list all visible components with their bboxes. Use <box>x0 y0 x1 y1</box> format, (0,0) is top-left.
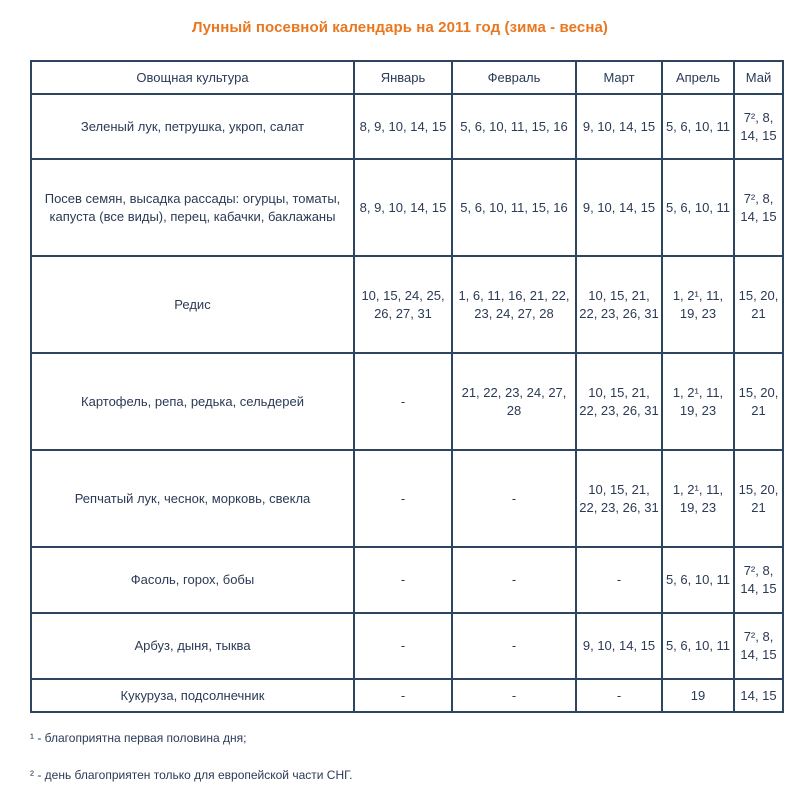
cell-march: 9, 10, 14, 15 <box>576 613 662 679</box>
cell-april: 5, 6, 10, 11 <box>662 159 734 256</box>
cell-may: 15, 20, 21 <box>734 256 783 353</box>
cell-crop: Зеленый лук, петрушка, укроп, салат <box>31 94 354 159</box>
cell-may: 7², 8, 14, 15 <box>734 547 783 613</box>
cell-january: - <box>354 547 452 613</box>
cell-may: 7², 8, 14, 15 <box>734 159 783 256</box>
cell-january: 8, 9, 10, 14, 15 <box>354 94 452 159</box>
footnote-european-cis: ² - день благоприятен только для европейской части СНГ. <box>30 768 353 782</box>
cell-april: 5, 6, 10, 11 <box>662 547 734 613</box>
cell-february: 5, 6, 10, 11, 15, 16 <box>452 159 576 256</box>
cell-crop: Репчатый лук, чеснок, морковь, свекла <box>31 450 354 547</box>
cell-march: 9, 10, 14, 15 <box>576 94 662 159</box>
header-february: Февраль <box>452 61 576 94</box>
table-header-row <box>31 61 783 94</box>
table-row <box>31 256 783 353</box>
page-title: Лунный посевной календарь на 2011 год (зима - весна) <box>191 19 609 36</box>
header-march: Март <box>576 61 662 94</box>
cell-april: 1, 2¹, 11, 19, 23 <box>662 256 734 353</box>
header-april: Апрель <box>662 61 734 94</box>
footnote-first-half-day: ¹ - благоприятна первая половина дня; <box>30 731 247 745</box>
cell-april: 5, 6, 10, 11 <box>662 94 734 159</box>
calendar-table <box>30 60 784 713</box>
cell-january: - <box>354 613 452 679</box>
cell-may: 14, 15 <box>734 679 783 712</box>
table-row <box>31 679 783 712</box>
cell-may: 15, 20, 21 <box>734 353 783 450</box>
table-row <box>31 547 783 613</box>
table-row <box>31 613 783 679</box>
header-january: Январь <box>354 61 452 94</box>
cell-february: 21, 22, 23, 24, 27, 28 <box>452 353 576 450</box>
cell-april: 1, 2¹, 11, 19, 23 <box>662 450 734 547</box>
cell-january: 8, 9, 10, 14, 15 <box>354 159 452 256</box>
cell-crop: Посев семян, высадка рассады: огурцы, томаты, капуста (все виды), перец, кабачки, баклажаны <box>31 159 354 256</box>
table-row <box>31 159 783 256</box>
cell-january: 10, 15, 24, 25, 26, 27, 31 <box>354 256 452 353</box>
cell-february: - <box>452 450 576 547</box>
cell-april: 1, 2¹, 11, 19, 23 <box>662 353 734 450</box>
cell-march: - <box>576 547 662 613</box>
header-crop: Овощная культура <box>31 61 354 94</box>
cell-crop: Арбуз, дыня, тыква <box>31 613 354 679</box>
cell-february: - <box>452 547 576 613</box>
cell-march: 9, 10, 14, 15 <box>576 159 662 256</box>
cell-crop: Редис <box>31 256 354 353</box>
cell-february: 1, 6, 11, 16, 21, 22, 23, 24, 27, 28 <box>452 256 576 353</box>
cell-may: 7², 8, 14, 15 <box>734 94 783 159</box>
cell-crop: Фасоль, горох, бобы <box>31 547 354 613</box>
cell-march: 10, 15, 21, 22, 23, 26, 31 <box>576 450 662 547</box>
cell-april: 19 <box>662 679 734 712</box>
cell-march: 10, 15, 21, 22, 23, 26, 31 <box>576 256 662 353</box>
cell-february: - <box>452 679 576 712</box>
cell-january: - <box>354 353 452 450</box>
cell-may: 15, 20, 21 <box>734 450 783 547</box>
cell-january: - <box>354 450 452 547</box>
cell-february: 5, 6, 10, 11, 15, 16 <box>452 94 576 159</box>
cell-march: - <box>576 679 662 712</box>
table-row <box>31 353 783 450</box>
cell-crop: Картофель, репа, редька, сельдерей <box>31 353 354 450</box>
cell-january: - <box>354 679 452 712</box>
table-row <box>31 450 783 547</box>
cell-crop: Кукуруза, подсолнечник <box>31 679 354 712</box>
cell-april: 5, 6, 10, 11 <box>662 613 734 679</box>
header-may: Май <box>734 61 783 94</box>
cell-february: - <box>452 613 576 679</box>
cell-may: 7², 8, 14, 15 <box>734 613 783 679</box>
table-row <box>31 94 783 159</box>
cell-march: 10, 15, 21, 22, 23, 26, 31 <box>576 353 662 450</box>
